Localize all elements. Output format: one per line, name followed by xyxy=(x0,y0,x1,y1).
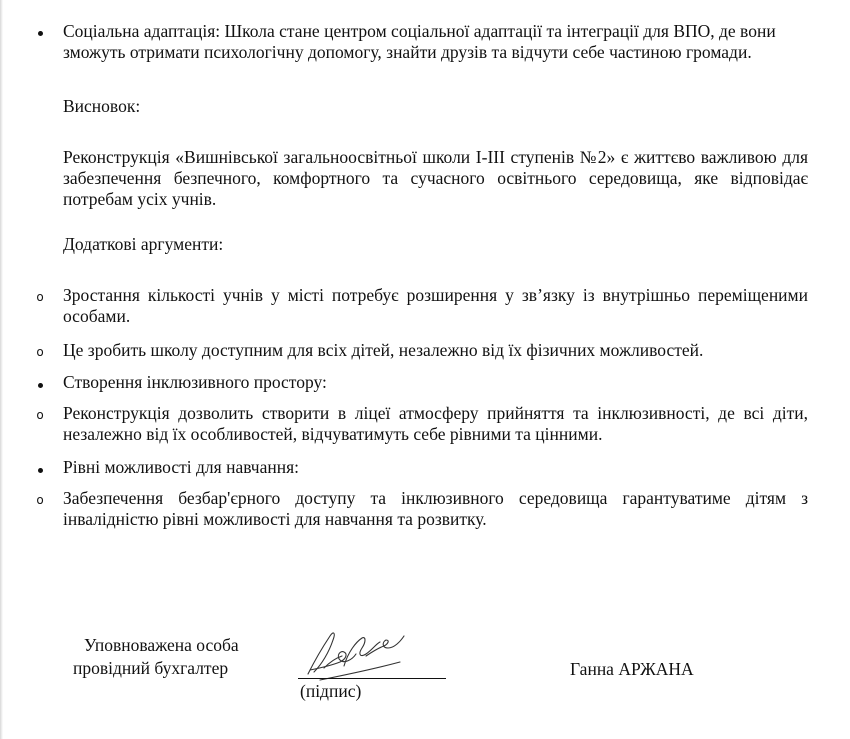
additional-arguments-heading: Додаткові аргументи: xyxy=(63,234,224,254)
conclusion-text: Реконструкція «Вишнівської загальноосвітньої школи І-ІІІ ступенів №2» є життєво важливою для забезпечення безпечного, комфортного та сучасного освітнього середовища, яке відповідає потребам усіх учнів. xyxy=(63,147,808,209)
bullet-circle: o xyxy=(36,408,44,422)
conclusion-heading: Висновок: xyxy=(63,96,141,116)
student-growth-item: Зростання кількості учнів у місті потребує розширення у зв’язку із внутрішньо переміщеними особами. xyxy=(63,285,808,326)
scan-page-edge xyxy=(0,0,3,739)
accessibility-item: Це зробить школу доступним для всіх дітей, незалежно від їх фізичних можливостей. xyxy=(63,340,704,360)
bullet-dot xyxy=(33,373,47,394)
equal-opportunities-item: Забезпечення безбар'єрного доступу та інклюзивного середовища гарантуватиме дітям з інвалідністю рівні можливості для навчання та розвитку. xyxy=(63,488,808,529)
inclusive-space-heading: Створення інклюзивного простору: xyxy=(63,372,327,392)
bullet-circle: o xyxy=(36,290,44,304)
equal-opportunities-heading: Рівні можливості для навчання: xyxy=(63,457,300,477)
signature-line xyxy=(298,678,446,679)
signatory-role-line2: провідний бухгалтер xyxy=(73,658,229,678)
inclusive-space-item: Реконструкція дозволить створити в ліцеї атмосферу прийняття та інклюзивності, де всі діти, незалежно від їх особливостей, відчуватимуть себе рівними та цінними. xyxy=(63,403,808,444)
signatory-role-line1: Уповноважена особа xyxy=(84,635,239,655)
signature-caption: (підпис) xyxy=(300,681,362,701)
handwritten-signature xyxy=(300,622,420,686)
bullet-dot xyxy=(33,21,47,42)
bullet-circle: o xyxy=(36,493,44,507)
signatory-name: Ганна АРЖАНА xyxy=(570,659,694,679)
social-adaptation-item: Соціальна адаптація: Школа стане центром соціальної адаптації та інтеграції для ВПО, де вони зможуть отримати психологічну допомогу, знайти друзів та відчути себе частиною громади. xyxy=(63,21,776,62)
bullet-dot xyxy=(33,458,47,479)
bullet-circle: o xyxy=(36,345,44,359)
